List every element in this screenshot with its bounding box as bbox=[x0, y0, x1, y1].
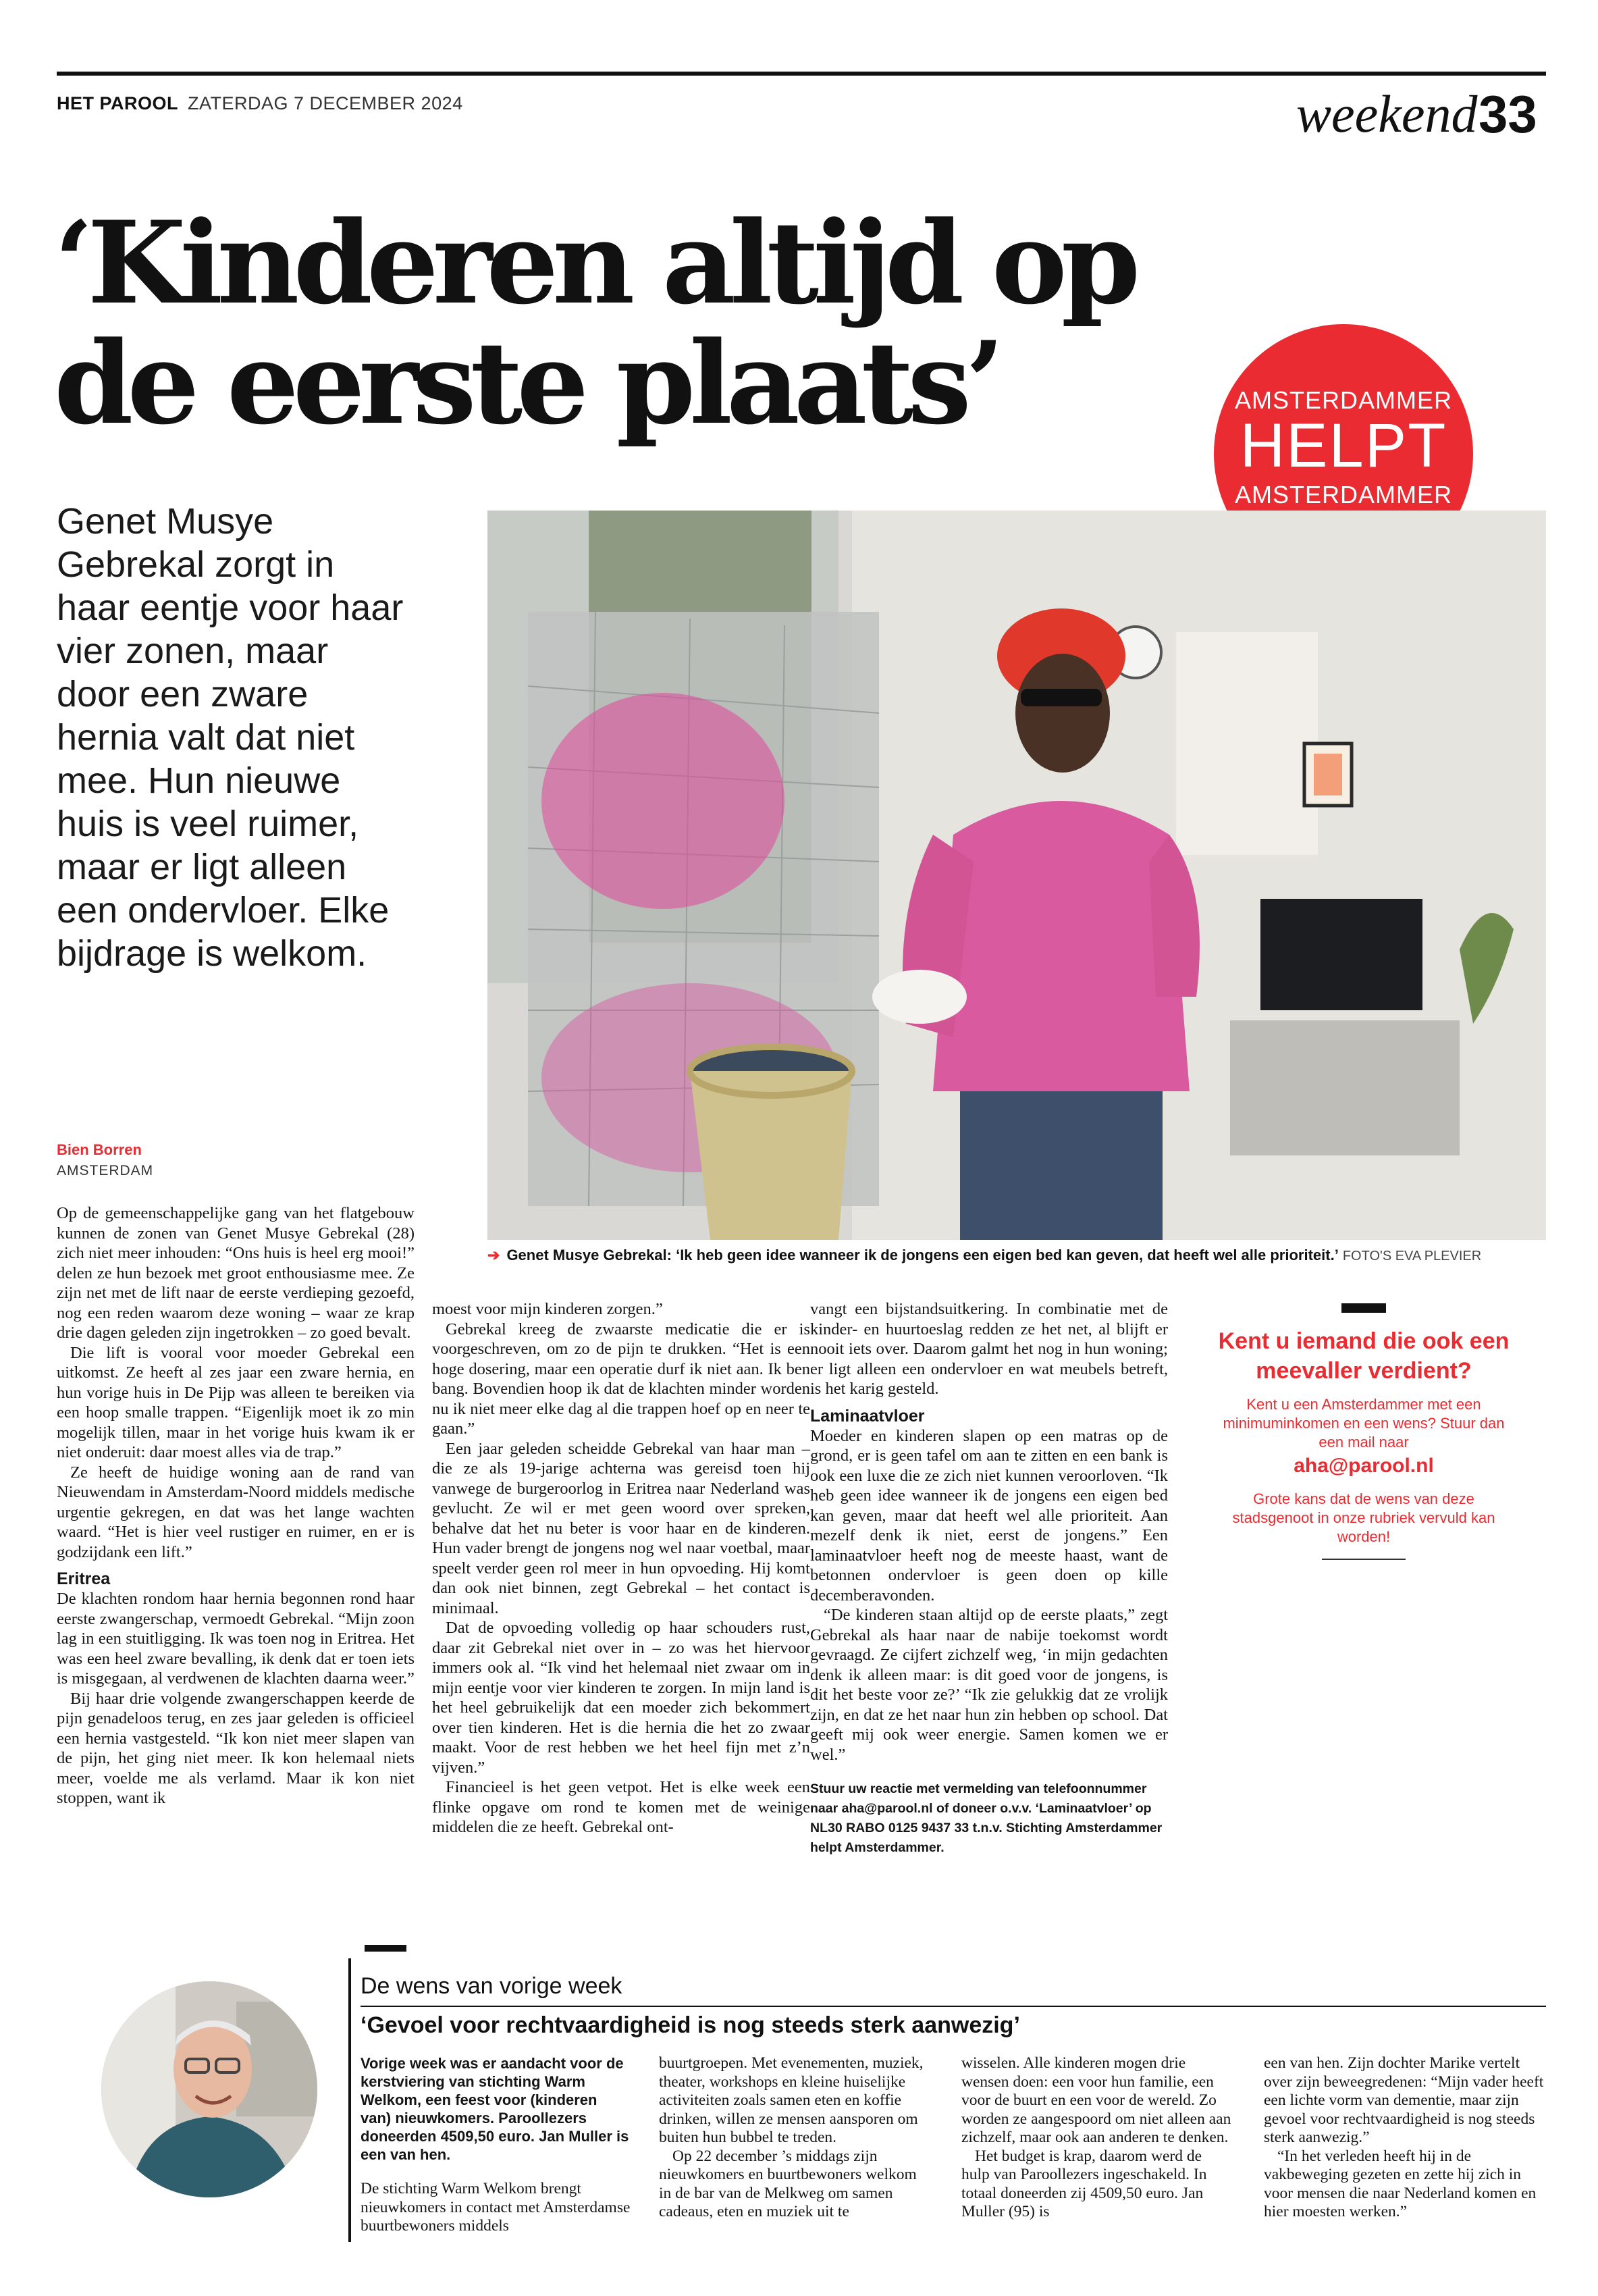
paragraph: Ze heeft de huidige woning aan de rand van Nieuwendam in Amsterdam-Noord middels medische urgentie gekregen, en dat was het lange wachten waard. “Het is hier veel rustiger en ruimer, en er is godzijdank een lift.” bbox=[57, 1463, 415, 1561]
sidebar-divider bbox=[1322, 1559, 1406, 1560]
headline: ‘Kinderen altijd op de eerste plaats’ bbox=[54, 196, 1135, 450]
paragraph: Op 22 december ’s middags zijn nieuwkomers en buurtbewoners welkom in de bar van de Melkweg om samen cadeaus, eten en muziek uit te bbox=[659, 2147, 917, 2220]
paragraph: “De kinderen staan altijd op de eerste plaats,” zegt Gebrekal als haar naar de nabije toekomst wordt gevraagd. Ze cijfert zichzelf weg, ‘in mijn gedachten denk ik alleen maar: is dit goed voor de jongens, is dit het beste voor ze?’ “Ik zie gelukkig dat ze vrolijk zijn, en dat ze het naar hun zin hebben op school. Dat geeft mij ook weer energie. Samen komen we er wel.” bbox=[810, 1606, 1168, 1764]
author-name: Bien Borren bbox=[57, 1141, 142, 1158]
page-number: 33 bbox=[1479, 84, 1537, 144]
sidebar-text-2: Grote kans dat de wens van deze stadsgenoot in onze rubriek vervuld kan worden! bbox=[1232, 1490, 1495, 1545]
article-column-2 bbox=[432, 1299, 810, 1837]
paragraph: Het budget is krap, daarom werd de hulp van Paroollezers ingeschakeld. In totaal doneerden zij 4509,50 euro. Jan Muller (95) is bbox=[961, 2147, 1207, 2220]
previous-wish-column-4 bbox=[1264, 2054, 1546, 2222]
intro-text: Genet Musye Gebrekal zorgt in haar eentje voor haar vier zonen, maar door een zware hernia valt dat niet mee. Hun nieuwe huis is veel ruimer, maar er ligt alleen een ondervloer. Elke bijdrage is welkom. bbox=[57, 501, 404, 974]
caption-text: Genet Musye Gebrekal: ‘Ik heb geen idee wanneer ik de jongens een eigen bed kan geven, dat heeft wel alle prioriteit.’ bbox=[506, 1247, 1339, 1263]
paragraph: vangt een bijstandsuitkering. In combinatie met de kinder- en huurtoeslag redden ze het net, al blijft er nooit iets over. Daarom galmt het nog in hun woning; er ligt alleen een ondervloer en wat meubels betreft, is het karig gesteld. bbox=[810, 1300, 1168, 1398]
previous-wish-label: De wens van vorige week bbox=[361, 1973, 622, 1999]
paragraph: Dat de opvoeding volledig op haar schouders rust, daar zit Gebrekal niet over in – zo was het hiervoor immers ook al. “Ik vind het helemaal niet zwaar om in mijn eentje voor vier kinderen te zorgen. In mijn land is het heel gebruikelijk dat een moeder zich bekommert over tien kinderen. Het is die hernia die het zo zwaar maakt. Voor de rest hebben we het heel fijn met z’n vijven.” bbox=[432, 1619, 810, 1777]
paragraph: Die lift is vooral voor moeder Gebrekal een uitkomst. Ze heeft al zes jaar een zware hernia, en hun vorige huis in De Pijp was alleen te bereiken via een hoop smalle trappen. “Eigenlijk moet ik zo min mogelijk tillen, maar in het vorige huis kwam ik er niet onderuit: daar moest alles via de trap.” bbox=[57, 1343, 415, 1461]
portrait-photo bbox=[101, 1981, 317, 2197]
badge-bottom: AMSTERDAMMER bbox=[1234, 481, 1452, 508]
byline bbox=[57, 1141, 153, 1179]
previous-wish-headline: ‘Gevoel voor rechtvaardigheid is nog steeds sterk aanwezig’ bbox=[361, 2012, 1020, 2038]
previous-wish-column-3 bbox=[961, 2054, 1231, 2222]
previous-wish-column-1 bbox=[361, 2054, 631, 2236]
masthead bbox=[57, 93, 463, 114]
main-photo bbox=[487, 511, 1546, 1240]
sidebar-rule bbox=[1341, 1303, 1386, 1313]
paragraph: De klachten rondom haar hernia begonnen rond haar eerste zwangerschap, vermoedt Gebrekal. “Mijn zoon lag in een stuitligging. Ik was toen nog in Eritrea. Het was een heel zware bevalling, ik denk dat er toen iets is misgegaan, al verdwenen de klachten daarna weer.” bbox=[57, 1590, 415, 1688]
paper-name: HET PAROOL bbox=[57, 93, 178, 113]
bottom-section-rule bbox=[365, 1945, 406, 1952]
photo-credit: FOTO'S EVA PLEVIER bbox=[1342, 1249, 1482, 1263]
portrait-illustration bbox=[101, 1981, 317, 2197]
subheading: Eritrea bbox=[57, 1569, 111, 1588]
previous-wish-lead: Vorige week was er aandacht voor de kerstviering van stichting Warm Welkom, een feest voor (kinderen van) nieuwkomers. Paroollezers doneerden 4509,50 euro. Jan Muller is een van hen. bbox=[361, 2055, 629, 2163]
paragraph: een van hen. Zijn dochter Marike vertelt over zijn beweegredenen: “Mijn vader heeft een lichte vorm van dementie, maar zijn gevoel voor rechtvaardigheid is nog steeds sterk aanwezig.” bbox=[1264, 2054, 1544, 2146]
author-place: AMSTERDAM bbox=[57, 1163, 154, 1178]
paragraph: Op de gemeenschappelijke gang van het flatgebouw kunnen de zonen van Genet Musye Gebrekal (28) zich niet meer inhouden: “Ons huis is heel erg mooi!” delen ze hun bezoek met groot enthousiasme mee. Ze zijn net met de lift naar de eerste verdieping gezoefd, nog een reden waarom deze woning – waar ze krap drie dagen geleden zijn ingetrokken – zo goed bevalt. bbox=[57, 1204, 415, 1342]
caption-arrow-icon: ➔ bbox=[487, 1247, 500, 1263]
photo-illustration bbox=[487, 511, 1546, 1240]
paragraph: Gebrekal kreeg de zwaarste medicatie die er is voorgeschreven, om zo de pijn te drukken. “Het is een hoge dosering, maar een operatie durf ik niet aan. Ik ben bang. Bovendien hoop ik dat de klachten minder worden nu ik niet meer elke dag al die trappen hoef op en neer te gaan.” bbox=[432, 1320, 810, 1438]
issue-date: ZATERDAG 7 DECEMBER 2024 bbox=[188, 93, 463, 113]
photo-caption bbox=[487, 1247, 1546, 1264]
bottom-section-vertical-line bbox=[348, 1958, 351, 2242]
subheading: Laminaatvloer bbox=[810, 1406, 925, 1426]
donation-appeal: Stuur uw reactie met vermelding van telefoonnummer naar aha@parool.nl of doneer o.v.v. ‘Laminaatvloer’ op NL30 RABO 0125 9437 33 t.n.v. Stichting Amsterdammer helpt Amsterdammer. bbox=[810, 1781, 1163, 1855]
article-column-1 bbox=[57, 1203, 415, 1808]
previous-wish-column-2 bbox=[659, 2054, 929, 2222]
paragraph: buurtgroepen. Met evenementen, muziek, theater, workshops en kleine huiselijke activiteiten zoals samen eten en koffie drinken, willen ze mensen aansporen om buiten hun bubbel te treden. bbox=[659, 2054, 924, 2146]
section-name: weekend bbox=[1296, 84, 1478, 143]
sidebar-question: Kent u iemand die ook een meevaller verdient? bbox=[1218, 1328, 1510, 1384]
sidebar-box bbox=[1215, 1303, 1512, 1560]
previous-wish-divider bbox=[361, 2006, 1546, 2007]
paragraph: Financieel is het geen vetpot. Het is elke week een flinke opgave om rond te komen met de weinige middelen die ze heeft. Gebrekal ont- bbox=[432, 1778, 810, 1836]
badge-middle: HELPT bbox=[1240, 411, 1447, 480]
paragraph: Moeder en kinderen slapen op een matras op de grond, er is geen tafel om aan te zitten en een bank is ook een luxe die ze zich niet kunnen veroorloven. “Ik heb geen idee wanneer ik de jongens een eigen bed kan geven, maar dat heeft wel alle prioriteit. Aan mezelf denk ik niet, eerst de jongens.” Een laminaatvloer heeft nog de meeste haast, want de betonnen ondervloer is geen doen op kille decemberavonden. bbox=[810, 1426, 1168, 1604]
sidebar-email[interactable]: aha@parool.nl bbox=[1294, 1455, 1434, 1477]
paragraph: Bij haar drie volgende zwangerschappen keerde de pijn genadeloos terug, en zes jaar geleden is officieel een hernia vastgesteld. “Ik kon niet meer slapen van de pijn, het ging niet meer. Ik kon helemaal niets meer, voelde me als verlamd. Maar ik kon niet stoppen, want ik bbox=[57, 1689, 415, 1807]
paragraph: moest voor mijn kinderen zorgen.” bbox=[432, 1300, 663, 1318]
badge-top: AMSTERDAMMER bbox=[1234, 386, 1452, 414]
paragraph: “In het verleden heeft hij in de vakbeweging gezeten en zette hij zich in voor mensen die naar Nederland komen en hier moesten werken.” bbox=[1264, 2147, 1537, 2220]
paragraph: wisselen. Alle kinderen mogen drie wensen doen: een voor hun familie, een voor de buurt en een voor de wereld. Zo worden ze aangespoord om niet alleen aan zichzelf, maar ook aan anderen te denken. bbox=[961, 2054, 1231, 2146]
article-column-3 bbox=[810, 1299, 1168, 1858]
paragraph: Een jaar geleden scheidde Gebrekal van haar man – die ze als 19-jarige achterna was gereisd toen hij vanwege de burgeroorlog in Eritrea naar Nederland was gevlucht. Ze wil er met geen woord over spreken, behalve dat het nu beter is voor haar en de kinderen. Hun vader brengt de jongens nog wel naar voetbal, maar speelt verder geen rol meer in hun opvoeding. Hij komt dan ook niet binnen, zegt Gebrekal – het contact is minimaal. bbox=[432, 1439, 810, 1617]
sidebar-text: Kent u een Amsterdammer met een minimuminkomen en een wens? Stuur dan een mail naar bbox=[1223, 1396, 1505, 1451]
top-rule bbox=[57, 72, 1546, 76]
paragraph: De stichting Warm Welkom brengt nieuwkomers in contact met Amsterdamse buurtbewoners middels bbox=[361, 2180, 631, 2235]
